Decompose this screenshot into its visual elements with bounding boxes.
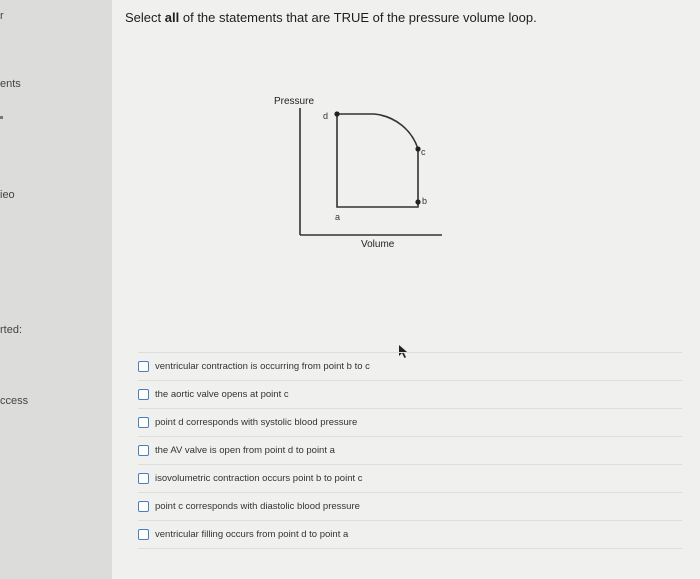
pv-loop-diagram bbox=[260, 88, 450, 258]
point-c-marker bbox=[415, 146, 420, 151]
question-suffix: of the statements that are TRUE of the pressure volume loop. bbox=[182, 10, 537, 25]
option-label: the AV valve is open from point d to point a bbox=[155, 445, 335, 456]
option-checkbox[interactable] bbox=[138, 473, 149, 484]
option-checkbox[interactable] bbox=[138, 417, 149, 428]
answer-option[interactable] bbox=[138, 380, 682, 408]
pv-loop-path bbox=[337, 114, 418, 207]
option-label: isovolumetric contraction occurs point b to point c bbox=[155, 473, 363, 484]
option-label: point c corresponds with diastolic blood pressure bbox=[155, 501, 360, 512]
point-d-marker bbox=[334, 111, 339, 116]
sidebar-item-label[interactable]: ccess bbox=[0, 395, 29, 407]
answer-option[interactable] bbox=[138, 492, 682, 520]
sidebar bbox=[0, 0, 112, 579]
option-checkbox[interactable] bbox=[138, 445, 149, 456]
answer-options-list bbox=[138, 352, 682, 549]
option-checkbox[interactable] bbox=[138, 389, 149, 400]
option-label: point d corresponds with systolic blood pressure bbox=[155, 417, 358, 428]
option-label: ventricular filling occurs from point d to point a bbox=[155, 529, 349, 540]
question-prompt bbox=[125, 10, 537, 25]
sidebar-item-label: r bbox=[0, 10, 4, 22]
sidebar-item-label: rted: bbox=[0, 324, 23, 336]
answer-option[interactable] bbox=[138, 520, 682, 549]
option-checkbox[interactable] bbox=[138, 361, 149, 372]
option-label: ventricular contraction is occurring from point b to c bbox=[155, 361, 370, 372]
option-label: the aortic valve opens at point c bbox=[155, 389, 289, 400]
option-checkbox[interactable] bbox=[138, 501, 149, 512]
question-prefix: Select bbox=[125, 10, 162, 25]
point-c-label: c bbox=[421, 147, 426, 157]
answer-option[interactable] bbox=[138, 352, 682, 380]
option-checkbox[interactable] bbox=[138, 529, 149, 540]
sidebar-item-label[interactable]: ieo bbox=[0, 189, 15, 201]
point-b-label: b bbox=[422, 196, 428, 206]
answer-option[interactable] bbox=[138, 436, 682, 464]
y-axis-label: Pressure bbox=[274, 96, 315, 107]
sidebar-item-label[interactable]: ents bbox=[0, 78, 21, 90]
answer-option[interactable] bbox=[138, 408, 682, 436]
x-axis-label: Volume bbox=[361, 239, 395, 250]
question-emphasis: all bbox=[164, 10, 180, 25]
point-d-label: d bbox=[323, 111, 329, 121]
point-a-label: a bbox=[335, 212, 341, 222]
sidebar-tick bbox=[0, 116, 3, 119]
answer-option[interactable] bbox=[138, 464, 682, 492]
point-b-marker bbox=[415, 199, 420, 204]
